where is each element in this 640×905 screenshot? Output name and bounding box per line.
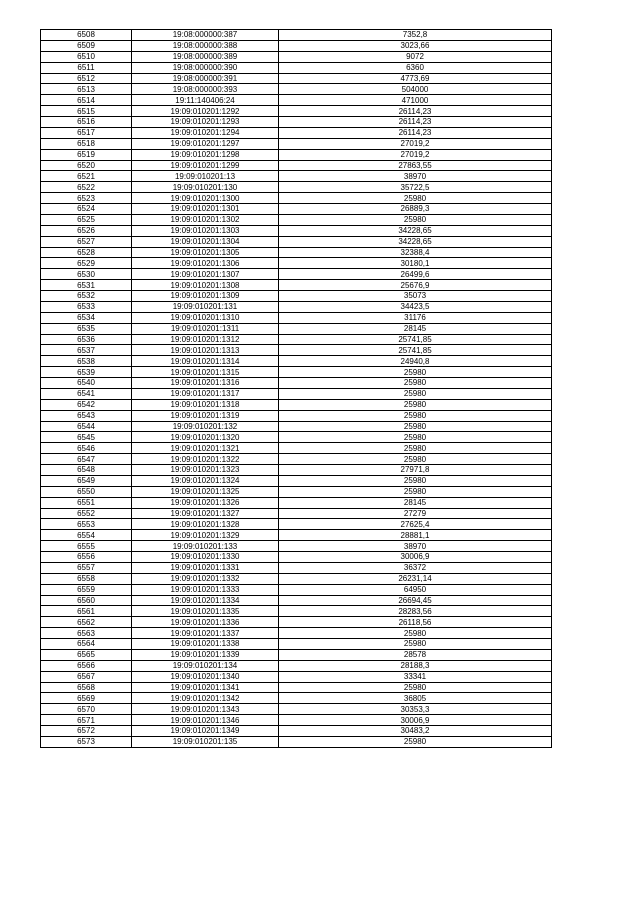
value-cell: 25980 [279,214,552,225]
value-cell: 31176 [279,312,552,323]
row-number-cell: 6556 [41,552,132,563]
table-row [41,421,552,432]
value-cell: 25980 [279,367,552,378]
value-cell: 36372 [279,562,552,573]
cadastral-number-cell: 19:09:010201:1314 [132,356,279,367]
value-cell: 25980 [279,388,552,399]
row-number-cell: 6511 [41,62,132,73]
row-number-cell: 6550 [41,486,132,497]
data-table [40,29,552,748]
value-cell: 25980 [279,475,552,486]
value-cell: 30180,1 [279,258,552,269]
table-row [41,138,552,149]
value-cell: 26889,3 [279,204,552,215]
cadastral-number-cell: 19:09:010201:1340 [132,671,279,682]
cadastral-number-cell: 19:08:000000:391 [132,73,279,84]
table-row [41,693,552,704]
cadastral-number-cell: 19:09:010201:1346 [132,715,279,726]
cadastral-number-cell: 19:09:010201:131 [132,301,279,312]
row-number-cell: 6560 [41,595,132,606]
table-row [41,269,552,280]
table-row [41,486,552,497]
table-row [41,443,552,454]
value-cell: 35073 [279,291,552,302]
row-number-cell: 6540 [41,378,132,389]
value-cell: 9072 [279,51,552,62]
cadastral-number-cell: 19:09:010201:1297 [132,138,279,149]
row-number-cell: 6528 [41,247,132,258]
table-row [41,399,552,410]
value-cell: 27971,8 [279,465,552,476]
row-number-cell: 6570 [41,704,132,715]
table-row [41,671,552,682]
table-row [41,660,552,671]
table-row [41,454,552,465]
value-cell: 25980 [279,628,552,639]
table-row [41,291,552,302]
cadastral-number-cell: 19:09:010201:1310 [132,312,279,323]
row-number-cell: 6517 [41,127,132,138]
row-number-cell: 6522 [41,182,132,193]
cadastral-number-cell: 19:09:010201:13 [132,171,279,182]
row-number-cell: 6514 [41,95,132,106]
value-cell: 27279 [279,508,552,519]
cadastral-number-cell: 19:09:010201:1308 [132,280,279,291]
table-row [41,40,552,51]
cadastral-number-cell: 19:09:010201:1294 [132,127,279,138]
table-row [41,682,552,693]
value-cell: 25980 [279,193,552,204]
value-cell: 25980 [279,486,552,497]
table-row [41,225,552,236]
row-number-cell: 6557 [41,562,132,573]
row-number-cell: 6538 [41,356,132,367]
value-cell: 33341 [279,671,552,682]
value-cell: 28145 [279,497,552,508]
value-cell: 30006,9 [279,552,552,563]
table-row [41,584,552,595]
row-number-cell: 6523 [41,193,132,204]
table-row [41,247,552,258]
cadastral-number-cell: 19:09:010201:1302 [132,214,279,225]
row-number-cell: 6510 [41,51,132,62]
value-cell: 28145 [279,323,552,334]
value-cell: 504000 [279,84,552,95]
cadastral-number-cell: 19:08:000000:393 [132,84,279,95]
cadastral-number-cell: 19:09:010201:135 [132,736,279,747]
value-cell: 6360 [279,62,552,73]
row-number-cell: 6551 [41,497,132,508]
row-number-cell: 6561 [41,606,132,617]
table-row [41,193,552,204]
table-row [41,30,552,41]
row-number-cell: 6567 [41,671,132,682]
row-number-cell: 6515 [41,106,132,117]
value-cell: 35722,5 [279,182,552,193]
table-row [41,149,552,160]
value-cell: 25980 [279,682,552,693]
row-number-cell: 6521 [41,171,132,182]
cadastral-number-cell: 19:08:000000:387 [132,30,279,41]
row-number-cell: 6536 [41,334,132,345]
row-number-cell: 6568 [41,682,132,693]
table-row [41,595,552,606]
row-number-cell: 6547 [41,454,132,465]
row-number-cell: 6549 [41,475,132,486]
table-row [41,204,552,215]
cadastral-number-cell: 19:09:010201:1304 [132,236,279,247]
row-number-cell: 6562 [41,617,132,628]
row-number-cell: 6573 [41,736,132,747]
row-number-cell: 6516 [41,117,132,128]
cadastral-number-cell: 19:09:010201:1334 [132,595,279,606]
value-cell: 4773,69 [279,73,552,84]
table-row [41,639,552,650]
row-number-cell: 6509 [41,40,132,51]
cadastral-number-cell: 19:09:010201:1342 [132,693,279,704]
row-number-cell: 6548 [41,465,132,476]
row-number-cell: 6563 [41,628,132,639]
row-number-cell: 6558 [41,573,132,584]
table-row [41,704,552,715]
cadastral-number-cell: 19:09:010201:1303 [132,225,279,236]
value-cell: 28188,3 [279,660,552,671]
cadastral-number-cell: 19:09:010201:1329 [132,530,279,541]
cadastral-number-cell: 19:09:010201:1298 [132,149,279,160]
value-cell: 26114,23 [279,117,552,128]
table-row [41,160,552,171]
table-row [41,214,552,225]
row-number-cell: 6569 [41,693,132,704]
row-number-cell: 6555 [41,541,132,552]
row-number-cell: 6552 [41,508,132,519]
table-row [41,84,552,95]
row-number-cell: 6537 [41,345,132,356]
value-cell: 28283,56 [279,606,552,617]
table-row [41,356,552,367]
table-row [41,475,552,486]
cadastral-number-cell: 19:09:010201:1293 [132,117,279,128]
cadastral-number-cell: 19:09:010201:1306 [132,258,279,269]
row-number-cell: 6529 [41,258,132,269]
value-cell: 25980 [279,736,552,747]
row-number-cell: 6544 [41,421,132,432]
value-cell: 25980 [279,639,552,650]
cadastral-number-cell: 19:09:010201:1326 [132,497,279,508]
cadastral-number-cell: 19:09:010201:1311 [132,323,279,334]
cadastral-number-cell: 19:09:010201:1315 [132,367,279,378]
cadastral-number-cell: 19:08:000000:389 [132,51,279,62]
row-number-cell: 6512 [41,73,132,84]
value-cell: 471000 [279,95,552,106]
row-number-cell: 6534 [41,312,132,323]
cadastral-number-cell: 19:09:010201:130 [132,182,279,193]
value-cell: 25741,85 [279,345,552,356]
cadastral-number-cell: 19:09:010201:1307 [132,269,279,280]
value-cell: 38970 [279,541,552,552]
cadastral-number-cell: 19:09:010201:1300 [132,193,279,204]
cadastral-number-cell: 19:09:010201:1337 [132,628,279,639]
table-row [41,508,552,519]
table-row [41,562,552,573]
table-row [41,334,552,345]
row-number-cell: 6513 [41,84,132,95]
table-row [41,715,552,726]
row-number-cell: 6518 [41,138,132,149]
cadastral-number-cell: 19:09:010201:134 [132,660,279,671]
table-row [41,410,552,421]
value-cell: 26118,56 [279,617,552,628]
value-cell: 27863,55 [279,160,552,171]
table-row [41,497,552,508]
cadastral-number-cell: 19:09:010201:1331 [132,562,279,573]
row-number-cell: 6546 [41,443,132,454]
value-cell: 25980 [279,399,552,410]
table-row [41,617,552,628]
row-number-cell: 6535 [41,323,132,334]
value-cell: 25741,85 [279,334,552,345]
row-number-cell: 6542 [41,399,132,410]
value-cell: 27625,4 [279,519,552,530]
value-cell: 7352,8 [279,30,552,41]
table-row [41,323,552,334]
value-cell: 27019,2 [279,149,552,160]
row-number-cell: 6564 [41,639,132,650]
cadastral-number-cell: 19:09:010201:1305 [132,247,279,258]
table-row [41,117,552,128]
table-body [41,30,552,748]
cadastral-number-cell: 19:08:000000:388 [132,40,279,51]
cadastral-number-cell: 19:09:010201:1320 [132,432,279,443]
value-cell: 25980 [279,421,552,432]
cadastral-number-cell: 19:09:010201:1338 [132,639,279,650]
cadastral-number-cell: 19:09:010201:1321 [132,443,279,454]
table-row [41,378,552,389]
row-number-cell: 6526 [41,225,132,236]
row-number-cell: 6524 [41,204,132,215]
table-row [41,519,552,530]
row-number-cell: 6554 [41,530,132,541]
value-cell: 30353,3 [279,704,552,715]
table-row [41,345,552,356]
cadastral-number-cell: 19:09:010201:1330 [132,552,279,563]
row-number-cell: 6525 [41,214,132,225]
value-cell: 26499,6 [279,269,552,280]
cadastral-number-cell: 19:09:010201:1319 [132,410,279,421]
table-row [41,51,552,62]
value-cell: 26114,23 [279,106,552,117]
cadastral-number-cell: 19:09:010201:1292 [132,106,279,117]
cadastral-number-cell: 19:09:010201:1316 [132,378,279,389]
value-cell: 28578 [279,649,552,660]
cadastral-number-cell: 19:09:010201:1322 [132,454,279,465]
row-number-cell: 6559 [41,584,132,595]
table-row [41,62,552,73]
value-cell: 25980 [279,378,552,389]
value-cell: 24940,8 [279,356,552,367]
table-row [41,182,552,193]
value-cell: 34423,5 [279,301,552,312]
table-row [41,541,552,552]
row-number-cell: 6571 [41,715,132,726]
table-row [41,367,552,378]
row-number-cell: 6519 [41,149,132,160]
value-cell: 32388,4 [279,247,552,258]
cadastral-number-cell: 19:09:010201:1318 [132,399,279,410]
cadastral-number-cell: 19:11:140406:24 [132,95,279,106]
cadastral-number-cell: 19:09:010201:1323 [132,465,279,476]
cadastral-number-cell: 19:09:010201:1349 [132,726,279,737]
cadastral-number-cell: 19:09:010201:1317 [132,388,279,399]
cadastral-number-cell: 19:09:010201:1324 [132,475,279,486]
table-row [41,552,552,563]
value-cell: 36805 [279,693,552,704]
row-number-cell: 6565 [41,649,132,660]
table-row [41,388,552,399]
cadastral-number-cell: 19:09:010201:1332 [132,573,279,584]
cadastral-number-cell: 19:09:010201:133 [132,541,279,552]
cadastral-number-cell: 19:09:010201:1312 [132,334,279,345]
table-row [41,280,552,291]
table-row [41,573,552,584]
table-row [41,465,552,476]
cadastral-number-cell: 19:09:010201:1339 [132,649,279,660]
row-number-cell: 6520 [41,160,132,171]
row-number-cell: 6532 [41,291,132,302]
table-row [41,736,552,747]
row-number-cell: 6531 [41,280,132,291]
value-cell: 25676,9 [279,280,552,291]
cadastral-number-cell: 19:09:010201:1309 [132,291,279,302]
table-row [41,127,552,138]
cadastral-number-cell: 19:09:010201:1328 [132,519,279,530]
table-row [41,530,552,541]
cadastral-number-cell: 19:09:010201:1341 [132,682,279,693]
value-cell: 38970 [279,171,552,182]
row-number-cell: 6545 [41,432,132,443]
cadastral-number-cell: 19:09:010201:132 [132,421,279,432]
table-row [41,628,552,639]
row-number-cell: 6541 [41,388,132,399]
cadastral-number-cell: 19:09:010201:1327 [132,508,279,519]
table-row [41,312,552,323]
cadastral-number-cell: 19:09:010201:1343 [132,704,279,715]
row-number-cell: 6553 [41,519,132,530]
cadastral-number-cell: 19:09:010201:1336 [132,617,279,628]
value-cell: 26114,23 [279,127,552,138]
cadastral-number-cell: 19:08:000000:390 [132,62,279,73]
row-number-cell: 6539 [41,367,132,378]
table-row [41,106,552,117]
value-cell: 3023,66 [279,40,552,51]
row-number-cell: 6527 [41,236,132,247]
value-cell: 25980 [279,443,552,454]
row-number-cell: 6543 [41,410,132,421]
value-cell: 25980 [279,410,552,421]
row-number-cell: 6566 [41,660,132,671]
value-cell: 30483,2 [279,726,552,737]
table-row [41,171,552,182]
value-cell: 30006,9 [279,715,552,726]
cadastral-number-cell: 19:09:010201:1299 [132,160,279,171]
value-cell: 26694,45 [279,595,552,606]
value-cell: 34228,65 [279,236,552,247]
value-cell: 27019,2 [279,138,552,149]
table-row [41,606,552,617]
row-number-cell: 6533 [41,301,132,312]
value-cell: 26231,14 [279,573,552,584]
cadastral-number-cell: 19:09:010201:1301 [132,204,279,215]
cadastral-number-cell: 19:09:010201:1333 [132,584,279,595]
table-row [41,73,552,84]
value-cell: 25980 [279,454,552,465]
table-row [41,236,552,247]
row-number-cell: 6572 [41,726,132,737]
table-row [41,301,552,312]
cadastral-number-cell: 19:09:010201:1313 [132,345,279,356]
value-cell: 28881,1 [279,530,552,541]
value-cell: 64950 [279,584,552,595]
table-row [41,95,552,106]
cadastral-number-cell: 19:09:010201:1335 [132,606,279,617]
cadastral-number-cell: 19:09:010201:1325 [132,486,279,497]
table-row [41,649,552,660]
value-cell: 34228,65 [279,225,552,236]
table-row [41,432,552,443]
table-row [41,258,552,269]
row-number-cell: 6508 [41,30,132,41]
value-cell: 25980 [279,432,552,443]
row-number-cell: 6530 [41,269,132,280]
table-row [41,726,552,737]
